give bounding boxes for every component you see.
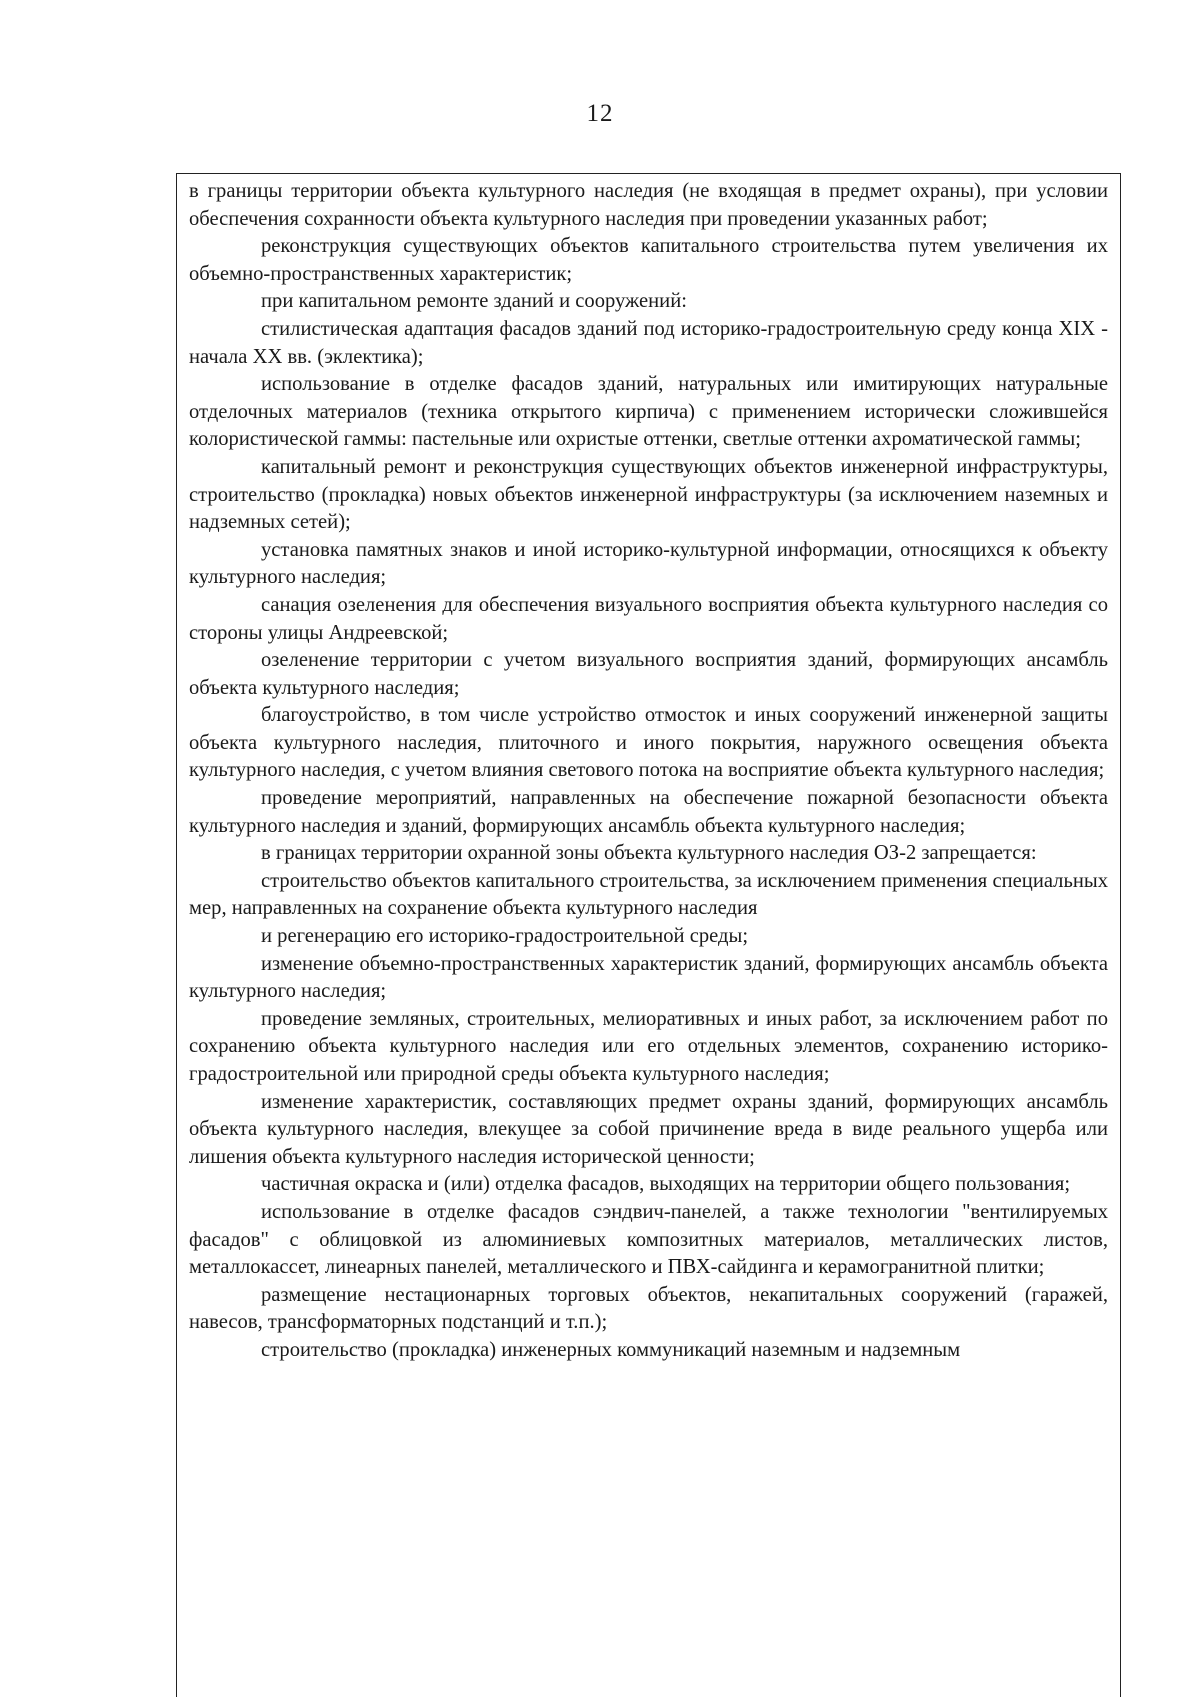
paragraph: благоустройство, в том числе устройство отмосток и иных сооружений инженерной защиты объекта культурного наследия, плиточного и иного покрытия, наружного освещения объекта культурного наследия, с учетом влияния светового потока на восприятие объекта культурного наследия; (189, 704, 1108, 782)
paragraph: частичная окраска и (или) отделка фасадов, выходящих на территории общего пользования; (261, 1173, 1071, 1196)
paragraph: и регенерацию его историко-градостроительной среды; (261, 925, 749, 948)
paragraph: в границы территории объекта культурного наследия (не входящая в предмет охраны), при условии обеспечения сохранности объекта культурного наследия при проведении указанных работ; (189, 180, 1108, 230)
paragraph: реконструкция существующих объектов капитального строительства путем увеличения их объемно-пространственных характеристик; (189, 235, 1108, 285)
paragraph: использование в отделке фасадов сэндвич-панелей, а также технологии "вентилируемых фасадов" с облицовкой из алюминиевых композитных материалов, металлических листов, металлокассет, линеарных панелей, металлического и ПВХ-сайдинга и керамогранитной плитки; (189, 1200, 1108, 1279)
page-number: 12 (586, 100, 614, 127)
paragraph: стилистическая адаптация фасадов зданий под историко-градостроительную среду конца XIX - начала XX вв. (эклектика); (189, 317, 1108, 368)
text-frame (176, 173, 1121, 1697)
paragraph: при капитальном ремонте зданий и сооружений: (261, 290, 687, 313)
paragraph: использование в отделке фасадов зданий, натуральных или имитирующих натуральные отделочных материалов (техника открытого кирпича) с применением исторически сложившейся колористической гаммы: пастельные или охристые оттенки, светлые оттенки ахроматической гаммы; (189, 373, 1108, 451)
paragraph: строительство объектов капитального строительства, за исключением применения специальных мер, направленных на сохранение объекта культурного наследия (189, 869, 1108, 920)
document-body (177, 174, 1120, 1365)
paragraph: проведение мероприятий, направленных на обеспечение пожарной безопасности объекта культурного наследия и зданий, формирующих ансамбль объекта культурного наследия; (189, 787, 1108, 837)
paragraph: изменение характеристик, составляющих предмет охраны зданий, формирующих ансамбль объекта культурного наследия, влекущее за собой причинение вреда в виде реального ущерба или лишения объекта культурного наследия исторической ценности; (189, 1090, 1108, 1168)
paragraph: санация озеленения для обеспечения визуального восприятия объекта культурного наследия со стороны улицы Андреевской; (189, 593, 1108, 644)
paragraph: капитальный ремонт и реконструкция существующих объектов инженерной инфраструктуры, строительство (прокладка) новых объектов инженерной инфраструктуры (за исключением наземных и надземных сетей); (189, 455, 1108, 534)
paragraph: установка памятных знаков и иной историко-культурной информации, относящихся к объекту культурного наследия; (189, 538, 1108, 589)
paragraph: строительство (прокладка) инженерных коммуникаций наземным и надземным (261, 1338, 961, 1361)
paragraph: изменение объемно-пространственных характеристик зданий, формирующих ансамбль объекта культурного наследия; (189, 952, 1108, 1003)
paragraph: в границах территории охранной зоны объекта культурного наследия ОЗ-2 запрещается: (261, 842, 1037, 865)
paragraph: озеленение территории с учетом визуального восприятия зданий, формирующих ансамбль объекта культурного наследия; (189, 649, 1108, 699)
paragraph: размещение нестационарных торговых объектов, некапитальных сооружений (гаражей, навесов, трансформаторных подстанций и т.п.); (189, 1283, 1108, 1334)
paragraph: проведение земляных, строительных, мелиоративных и иных работ, за исключением работ по сохранению объекта культурного наследия или его отдельных элементов, сохранению историко-градостроительной или природной среды объекта культурного наследия; (189, 1007, 1108, 1085)
